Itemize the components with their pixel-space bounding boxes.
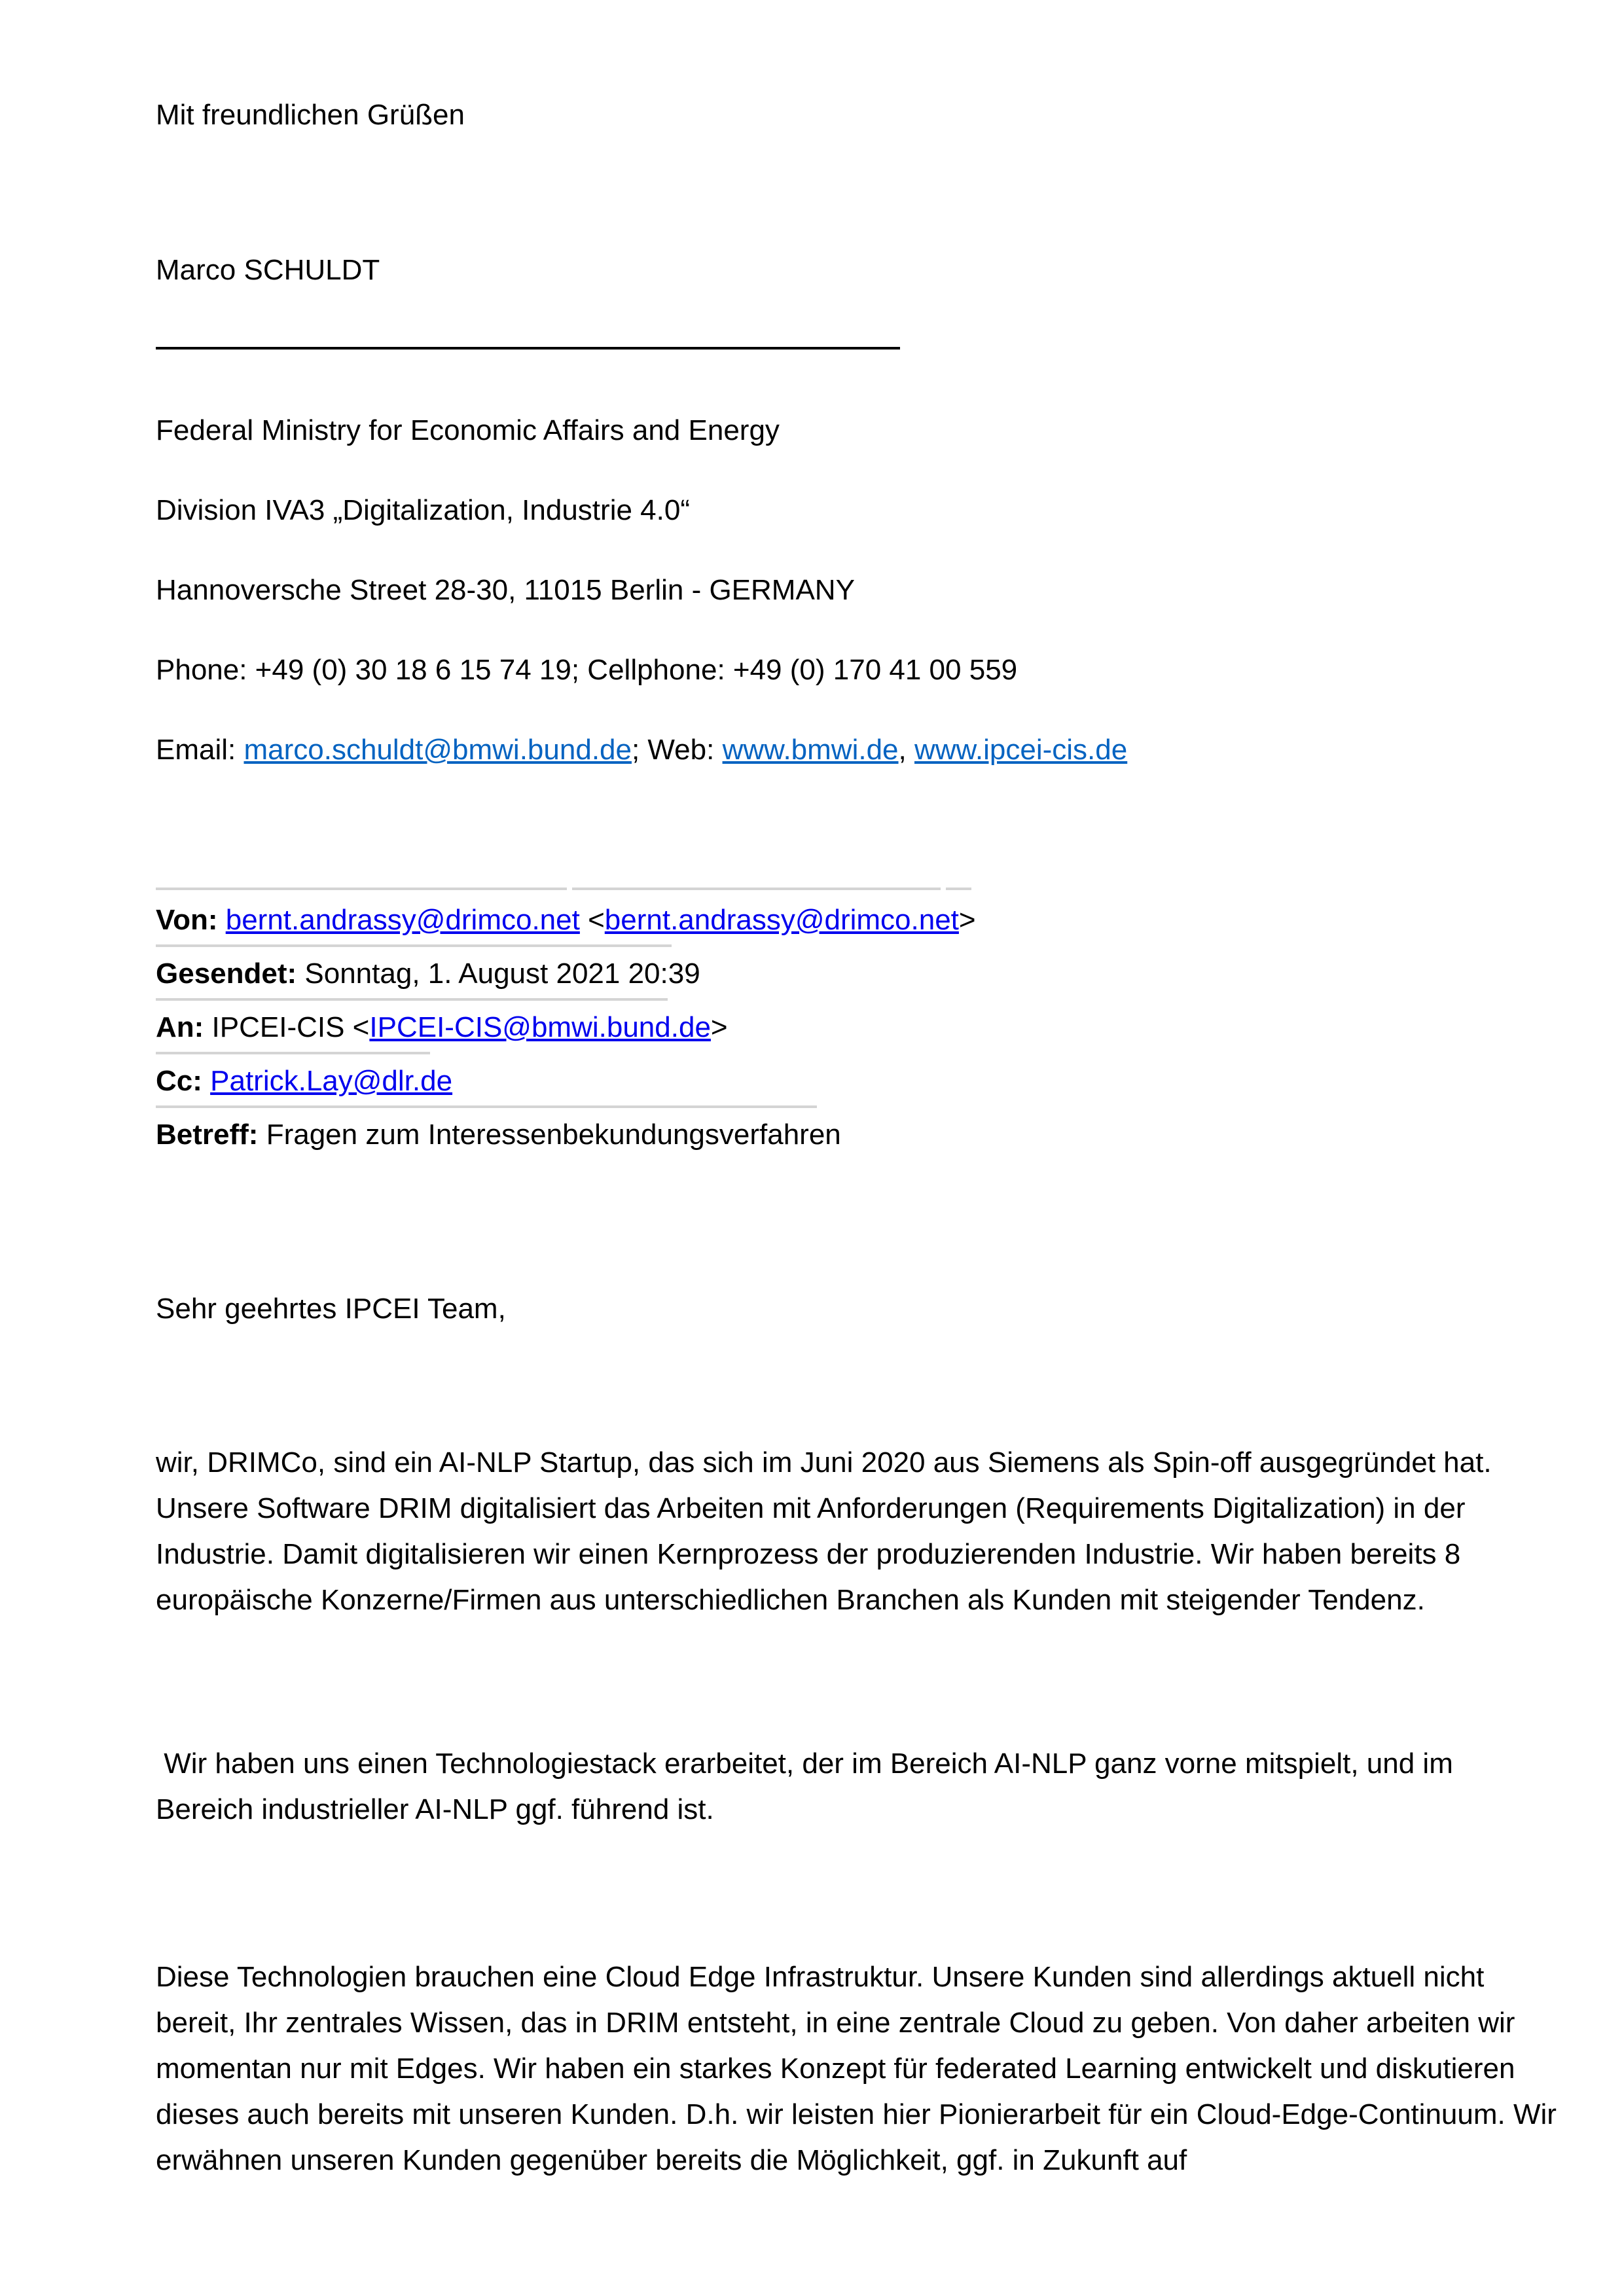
signature-contact-line (156, 732, 1127, 768)
email-label: Email: (156, 734, 244, 766)
quoted-header-cc-row (156, 1063, 452, 1100)
body-paragraph-technology-stack: Wir haben uns einen Technologiestack erarbeitet, der im Bereich AI-NLP ganz vorne mitspielt, und im Bereich industrieller AI-NLP ggf. führend ist. (156, 1748, 1462, 1825)
quoted-header-top-separator (572, 888, 941, 890)
from-bracket-open: < (579, 904, 605, 936)
body-salutation: Sehr geehrtes IPCEI Team, (156, 1293, 506, 1325)
quoted-header-top-separator (946, 888, 971, 890)
quoted-header-row-separator (156, 998, 668, 1001)
quoted-header-sent-row (156, 956, 700, 992)
signature-address: Hannoversche Street 28-30, 11015 Berlin - GERMANY (156, 574, 855, 606)
web-link-ipcei-cis[interactable]: www.ipcei-cis.de (914, 734, 1128, 766)
signature-phone-line: Phone: +49 (0) 30 18 6 15 74 19; Cellphone: +49 (0) 170 41 00 559 (156, 654, 1018, 686)
body-paragraph-company-intro: wir, DRIMCo, sind ein AI-NLP Startup, das sich im Juni 2020 aus Siemens als Spin-off ausgegründet hat. Unsere Software DRIM digitalisiert das Arbeiten mit Anforderungen (Requirements Digitalization) in der Industrie. Damit digitalisieren wir einen Kernprozess der produzierenden Industrie. Wir haben bereits 8 europäische Konzerne/Firmen aus unterschiedlichen Branchen als Kunden mit steigender Tendenz. (156, 1446, 1500, 1616)
sent-label: Gesendet: (156, 958, 305, 990)
sender-name: Marco SCHULDT (156, 254, 380, 286)
quoted-header-top-separator (156, 888, 567, 890)
web-link-separator: , (898, 734, 914, 766)
web-link-bmwi[interactable]: www.bmwi.de (722, 734, 899, 766)
to-name: IPCEI-CIS < (211, 1011, 370, 1043)
email-address-link[interactable]: marco.schuldt@bmwi.bund.de (244, 734, 632, 766)
body-paragraph-cloud-edge: Diese Technologien brauchen eine Cloud Edge Infrastruktur. Unsere Kunden sind allerdings aktuell nicht bereit, Ihr zentrales Wissen, das in DRIM entsteht, in eine zentrale Cloud zu geben. Von daher arbeiten wir momentan nur mit Edges. Wir haben ein starkes Konzept für federated Learning entwickelt und diskutieren dieses auch bereits mit unseren Kunden. D.h. wir leisten hier Pionierarbeit für ein Cloud-Edge-Continuum. Wir erwähnen unseren Kunden gegenüber bereits die Möglichkeit, ggf. in Zukunft auf (156, 1961, 1565, 2176)
web-label: ; Web: (631, 734, 723, 766)
to-address-link[interactable]: IPCEI-CIS@bmwi.bund.de (369, 1011, 711, 1043)
from-address-link[interactable]: bernt.andrassy@drimco.net (225, 904, 580, 936)
from-bracket-close: > (958, 904, 976, 936)
signature-division: Division IVA3 „Digitalization, Industrie 4.0“ (156, 494, 690, 526)
to-label: An: (156, 1011, 212, 1043)
quoted-header-row-separator (156, 1052, 430, 1054)
closing-salutation: Mit freundlichen Grüßen (156, 99, 465, 131)
to-bracket-close: > (710, 1011, 728, 1043)
signature-organization: Federal Ministry for Economic Affairs and Energy (156, 414, 780, 446)
quoted-header-row-separator (156, 944, 672, 947)
signature-divider (156, 347, 900, 350)
quoted-header-row-separator (156, 1105, 817, 1108)
subject-label: Betreff: (156, 1119, 266, 1151)
from-address-link-bracketed[interactable]: bernt.andrassy@drimco.net (604, 904, 959, 936)
cc-label: Cc: (156, 1065, 211, 1097)
quoted-header-to-row (156, 1009, 728, 1046)
cc-address-link[interactable]: Patrick.Lay@dlr.de (210, 1065, 453, 1097)
sent-value: Sonntag, 1. August 2021 20:39 (304, 958, 700, 990)
quoted-header-from-row (156, 902, 976, 939)
quoted-header-subject-row (156, 1117, 841, 1153)
subject-value: Fragen zum Interessenbekundungsverfahren (266, 1119, 841, 1151)
from-label: Von: (156, 904, 226, 936)
